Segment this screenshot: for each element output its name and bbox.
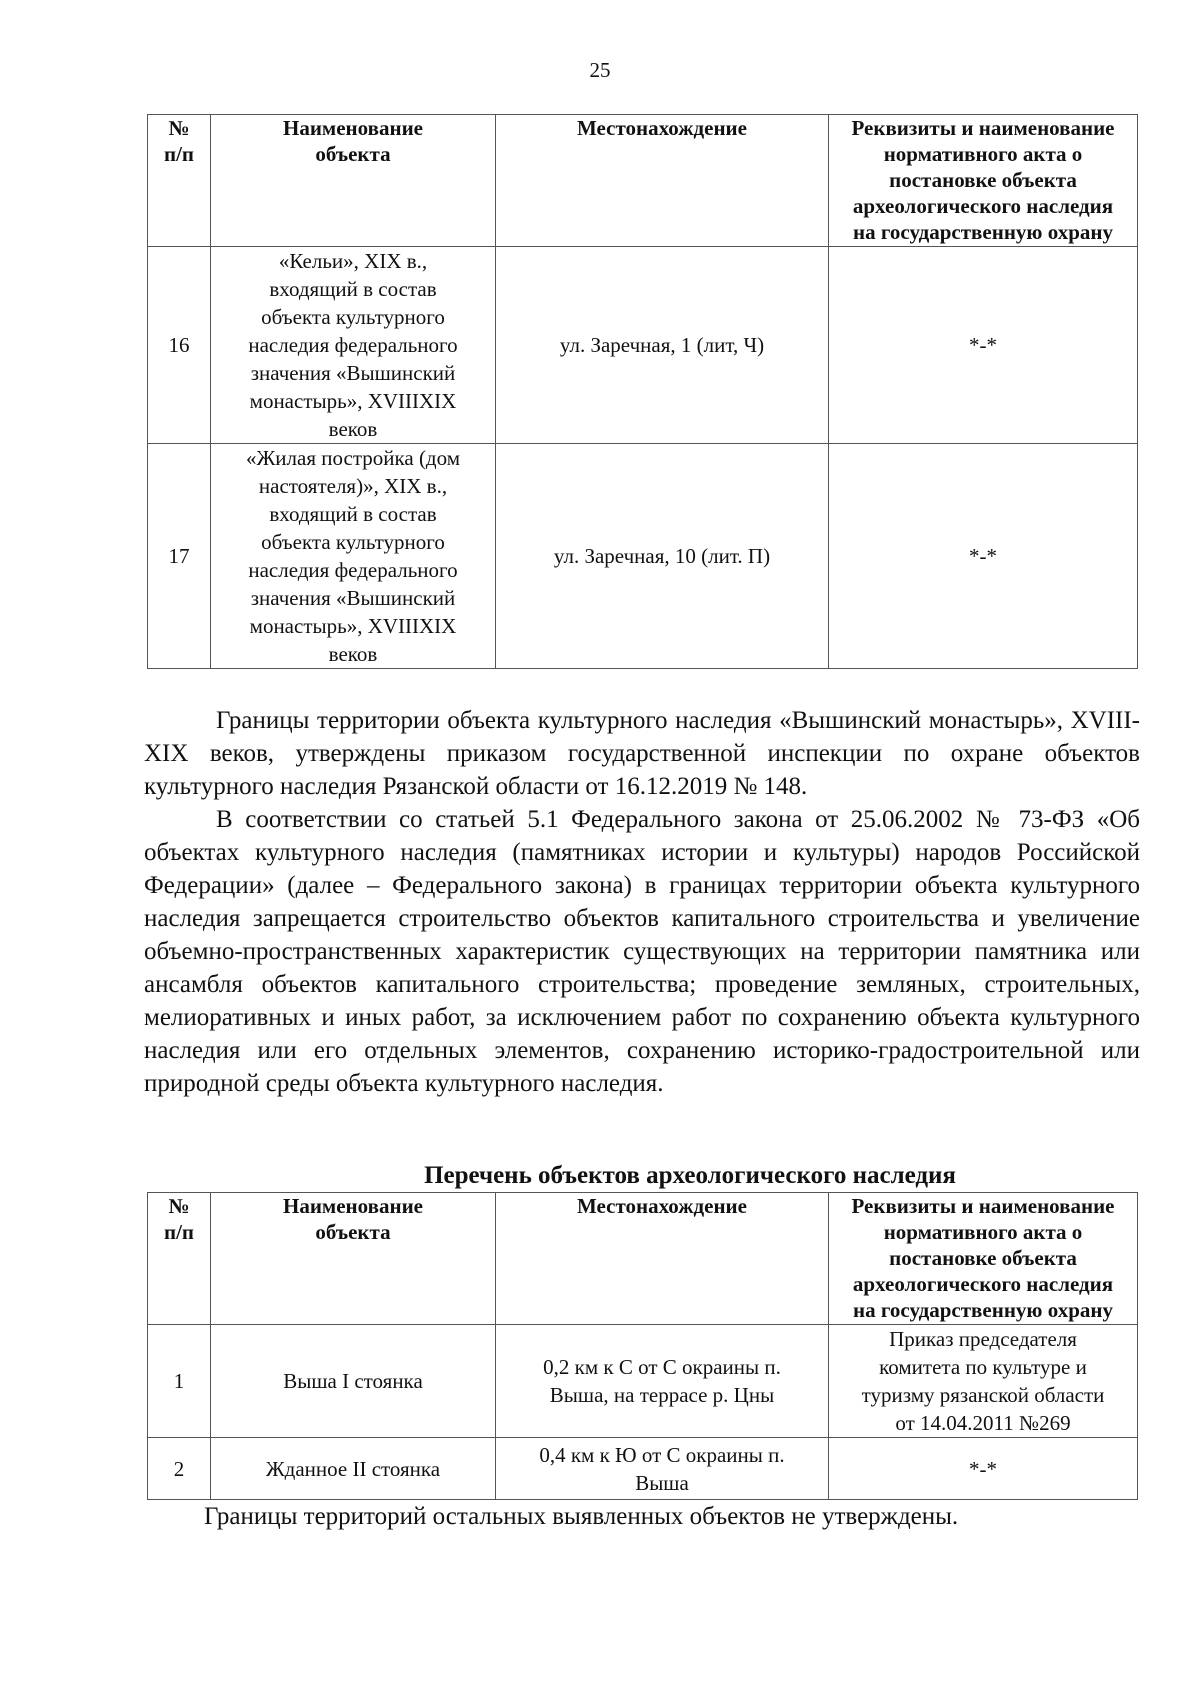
header-name: Наименование объекта xyxy=(211,115,496,247)
header-requisites: Реквизиты и наименование нормативного акта о постановке объекта археологического наследия на государственную охрану xyxy=(829,1193,1138,1325)
cultural-objects-table xyxy=(147,114,1138,669)
table-row xyxy=(148,1325,1138,1438)
cell-requisites: *-* xyxy=(829,247,1138,444)
cell-name: Жданное II стоянка xyxy=(211,1438,496,1500)
cell-num: 17 xyxy=(148,444,211,669)
cell-requisites: *-* xyxy=(829,1438,1138,1500)
page-number: 25 xyxy=(589,58,611,82)
table-row xyxy=(148,1438,1138,1500)
cell-location: ул. Заречная, 1 (лит, Ч) xyxy=(496,247,829,444)
header-num: № п/п xyxy=(148,1193,211,1325)
paragraph-federal-law: В соответствии со статьей 5.1 Федерального закона от 25.06.2002 № 73-ФЗ «Об объектах культурного наследия (памятниках истории и культуры) народов Российской Федерации» (далее – Федерального закона) в границах территории объекта культурного наследия запрещается строительство объектов капитального строительства и увеличение объемно-пространственных характеристик существующих на территории памятника или ансамбля объектов капитального строительства; проведение земляных, строительных, мелиоративных и иных работ, за исключением работ по сохранению объекта культурного наследия или его отдельных элементов, сохранению историко-градостроительной или природной среды объекта культурного наследия. xyxy=(144,806,1140,1097)
cell-name: «Жилая постройка (дом настоятеля)», XIX в., входящий в состав объекта культурного наследия федерального значения «Вышинский монастырь», XVIIIXIX веков xyxy=(211,444,496,669)
header-name: Наименование объекта xyxy=(211,1193,496,1325)
archaeology-section-title: Перечень объектов археологического наследия xyxy=(424,1162,956,1189)
cell-requisites: *-* xyxy=(829,444,1138,669)
header-location: Местонахождение xyxy=(496,1193,829,1325)
cell-num: 2 xyxy=(148,1438,211,1500)
cell-num: 1 xyxy=(148,1325,211,1438)
header-num: № п/п xyxy=(148,115,211,247)
cell-requisites: Приказ председателя комитета по культуре и туризму рязанской области от 14.04.2011 №269 xyxy=(829,1325,1138,1438)
table-row xyxy=(148,247,1138,444)
cell-name: Выша I стоянка xyxy=(211,1325,496,1438)
cell-name: «Кельи», XIX в., входящий в состав объекта культурного наследия федерального значения «Вышинский монастырь», XVIIIXIX веков xyxy=(211,247,496,444)
cell-location: ул. Заречная, 10 (лит. П) xyxy=(496,444,829,669)
header-requisites: Реквизиты и наименование нормативного акта о постановке объекта археологического наследия на государственную охрану xyxy=(829,115,1138,247)
cell-location: 0,2 км к С от С окраины п. Выша, на террасе р. Цны xyxy=(496,1325,829,1438)
table-row xyxy=(148,444,1138,669)
table-header-row xyxy=(148,115,1138,247)
cell-num: 16 xyxy=(148,247,211,444)
cell-location: 0,4 км к Ю от С окраины п. Выша xyxy=(496,1438,829,1500)
header-location: Местонахождение xyxy=(496,115,829,247)
archaeology-objects-table xyxy=(147,1192,1138,1500)
closing-note: Границы территорий остальных выявленных объектов не утверждены. xyxy=(204,1503,959,1530)
table-header-row xyxy=(148,1193,1138,1325)
paragraph-territory-boundaries: Границы территории объекта культурного наследия «Вышинский монастырь», XVIII-XIX веков, утверждены приказом государственной инспекции по охране объектов культурного наследия Рязанской области от 16.12.2019 № 148. xyxy=(144,707,1140,800)
